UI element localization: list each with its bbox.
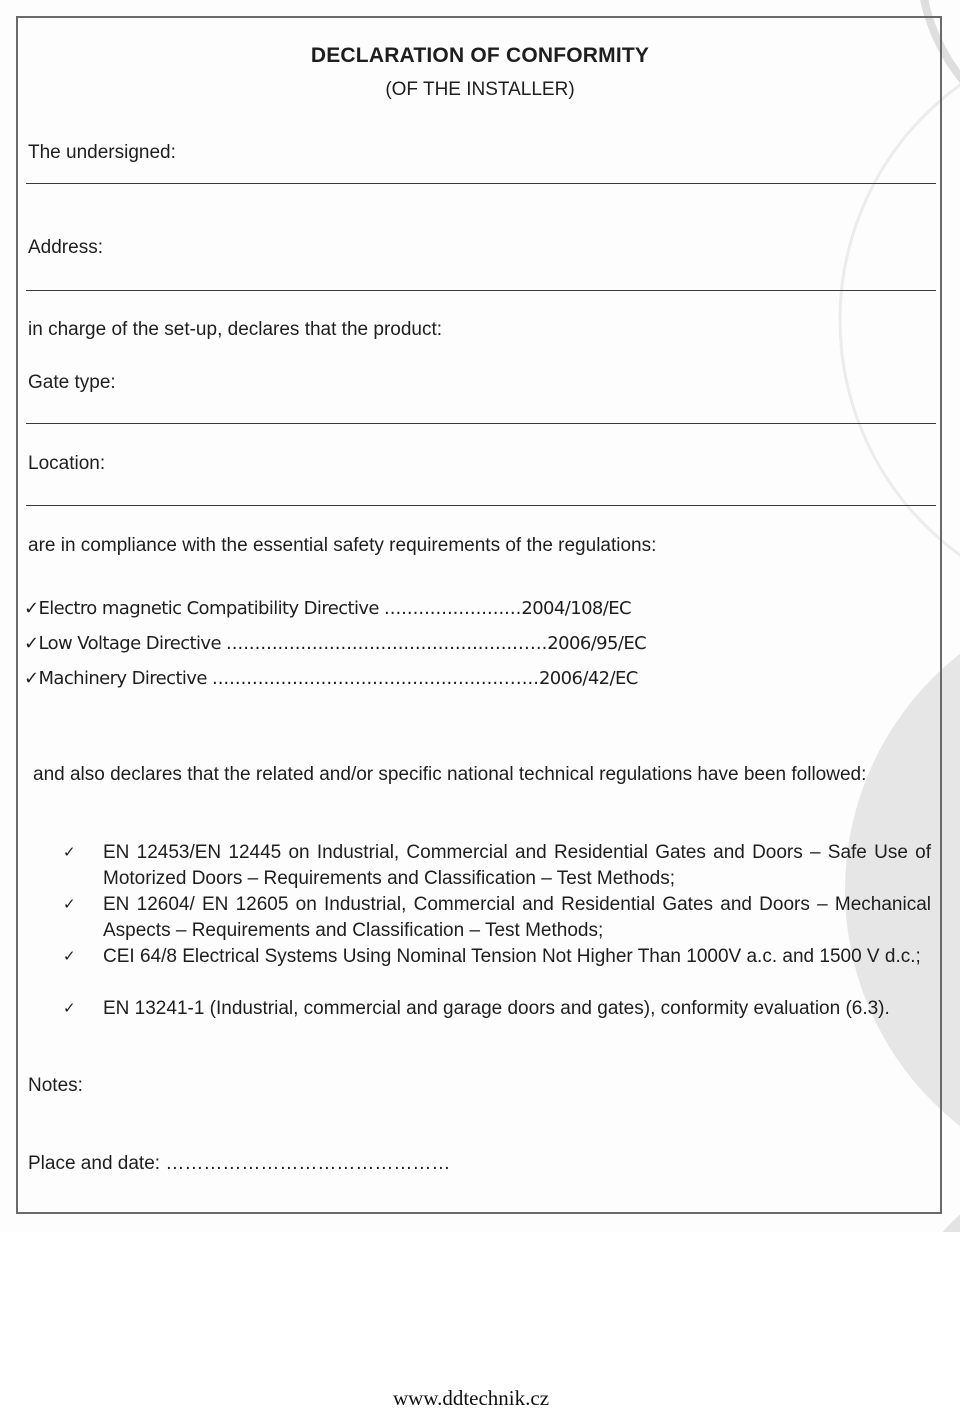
directive-name: Low Voltage Directive bbox=[38, 633, 221, 654]
directive-name: Electro magnetic Compatibility Directive bbox=[38, 598, 379, 619]
check-icon: ✓ bbox=[24, 668, 39, 689]
directive-row bbox=[24, 633, 646, 654]
document-subtitle: (OF THE INSTALLER) bbox=[385, 79, 575, 100]
standard-text: EN 12604/ EN 12605 on Industrial, Commercial and Residential Gates and Doors – Mechanical Aspects – Requirements and Classification – Test Methods; bbox=[103, 894, 931, 941]
standard-text: EN 13241-1 (Industrial, commercial and garage doors and gates), conformity evaluation (6.3). bbox=[103, 998, 890, 1019]
compliance-statement: are in compliance with the essential safety requirements of the regulations: bbox=[28, 535, 657, 556]
location-label: Location: bbox=[28, 453, 106, 474]
address-label: Address: bbox=[28, 237, 103, 258]
footer-url: www.ddtechnik.cz bbox=[392, 1386, 550, 1410]
directive-code: 2006/95/EC bbox=[547, 633, 647, 654]
address-line bbox=[26, 290, 936, 291]
directive-row bbox=[24, 668, 638, 689]
place-and-date-label: Place and date: ……………………………………… bbox=[28, 1153, 451, 1174]
document-title: DECLARATION OF CONFORMITY bbox=[310, 44, 650, 67]
setup-statement: in charge of the set-up, declares that the product: bbox=[28, 319, 443, 340]
directive-code: 2004/108/EC bbox=[521, 598, 631, 619]
leader-dots: ...................................................….. bbox=[226, 633, 548, 654]
directive-name: Machinery Directive bbox=[38, 668, 207, 689]
standard-item bbox=[63, 944, 931, 970]
leader-dots: ...................................................…... bbox=[211, 668, 539, 689]
standard-item bbox=[63, 996, 931, 1022]
standard-item bbox=[63, 892, 931, 944]
standard-text: EN 12453/EN 12445 on Industrial, Commercial and Residential Gates and Doors – Safe Use of Motorized Doors – Requirements and Classification – Test Methods; bbox=[103, 842, 931, 889]
check-icon: ✓ bbox=[63, 1000, 76, 1017]
location-line bbox=[26, 505, 936, 506]
standard-item bbox=[63, 840, 931, 892]
national-regulations-statement: and also declares that the related and/or specific national technical regulations have been followed: bbox=[33, 764, 867, 785]
check-icon: ✓ bbox=[24, 633, 39, 654]
check-icon: ✓ bbox=[24, 598, 39, 619]
standard-text: CEI 64/8 Electrical Systems Using Nominal Tension Not Higher Than 1000V a.c. and 1500 V d.c.; bbox=[103, 946, 921, 967]
notes-label: Notes: bbox=[28, 1075, 83, 1096]
check-icon: ✓ bbox=[63, 948, 76, 965]
leader-dots: ........................ bbox=[384, 598, 522, 619]
gate-type-label: Gate type: bbox=[28, 372, 116, 393]
directive-code: 2006/42/EC bbox=[538, 668, 638, 689]
undersigned-label: The undersigned: bbox=[28, 142, 176, 163]
directive-row bbox=[24, 598, 631, 619]
undersigned-line bbox=[26, 183, 936, 184]
check-icon: ✓ bbox=[63, 896, 76, 913]
check-icon: ✓ bbox=[63, 844, 76, 861]
gate-type-line bbox=[26, 423, 936, 424]
